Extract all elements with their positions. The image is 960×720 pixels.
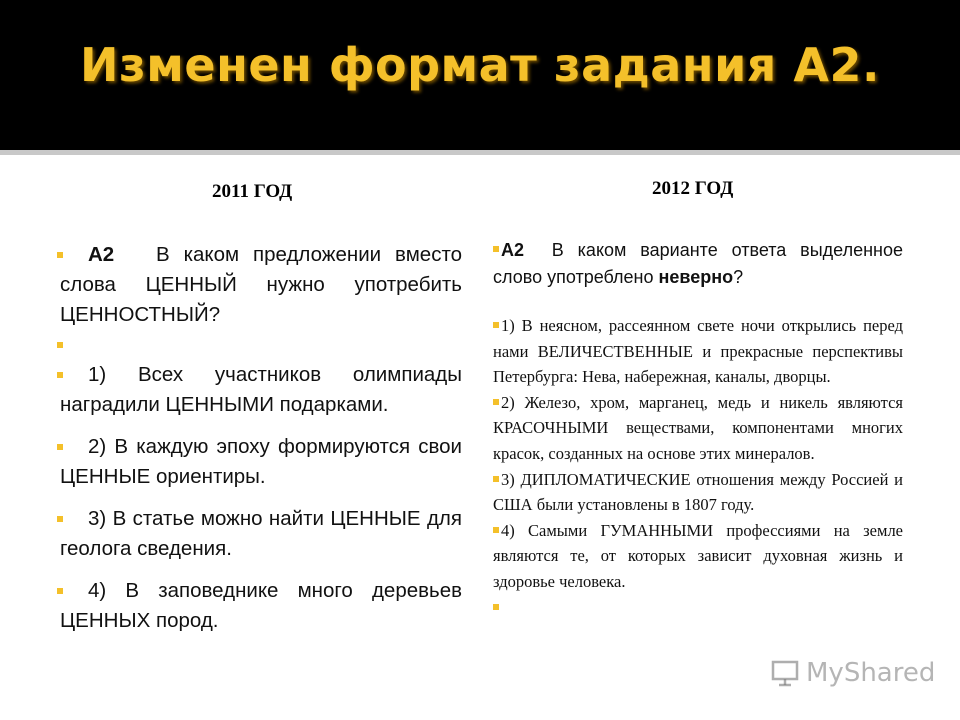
option-text: 4) В заповеднике много деревьев ЦЕННЫХ пород. (60, 579, 462, 632)
empty-bullet-row (60, 330, 462, 360)
option-text: 2) Железо, хром, марганец, медь и никель являются КРАСОЧНЫМИ веществами, компонентами многих красок, созданных на основе этих минералов. (493, 392, 903, 463)
watermark (770, 658, 935, 688)
option-2011-3 (60, 504, 462, 564)
bullet-icon (57, 444, 63, 450)
option-text: 1) Всех участников олимпиады наградили ЦЕННЫМИ подарками. (60, 363, 462, 416)
bullet-icon (493, 399, 499, 405)
option-text: 4) Самыми ГУМАННЫМИ профессиями на земле являются те, от которых зависит духовная жизнь и здоровье человека. (493, 520, 903, 591)
bullet-icon (57, 372, 63, 378)
option-2011-2 (60, 432, 462, 492)
option-2012-4 (493, 518, 903, 595)
bullet-icon (493, 604, 499, 610)
title-bar (0, 0, 960, 150)
bullet-icon (57, 252, 63, 258)
bullet-icon (57, 588, 63, 594)
question-code: А2 (88, 243, 115, 266)
option-text: 1) В неясном, рассеянном свете ночи открылись перед нами ВЕЛИЧЕСТВЕННЫЕ и прекрасные перспективы Петербурга: Нева, набережная, каналы, дворцы. (493, 316, 903, 387)
question-2012 (493, 237, 903, 291)
option-2011-1 (60, 360, 462, 420)
question-emphasis: неверно (658, 267, 734, 287)
presentation-icon (770, 658, 800, 688)
bullet-icon (493, 476, 499, 482)
option-text: 2) В каждую эпоху формируются свои ЦЕННЫЕ ориентиры. (60, 435, 462, 488)
title-divider (0, 150, 960, 155)
option-text: 3) ДИПЛОМАТИЧЕСКИЕ отношения между Россией и США были установлены в 1807 году. (493, 469, 903, 515)
question-text: В каком варианте ответа выделенное слово употреблено (493, 240, 903, 287)
bullet-icon (57, 516, 63, 522)
bullet-icon (493, 527, 499, 533)
column-2011 (60, 240, 462, 636)
empty-bullet-row (493, 595, 903, 617)
option-2012-1 (493, 313, 903, 390)
heading-2011: 2011 ГОД (212, 181, 293, 202)
option-2011-4 (60, 576, 462, 636)
question-end: ? (733, 267, 744, 287)
option-2012-3 (493, 467, 903, 518)
watermark-text: MyShared (806, 658, 936, 688)
option-text: 3) В статье можно найти ЦЕННЫЕ для геолога сведения. (60, 507, 462, 560)
slide-title: Изменен формат задания А2. (80, 38, 880, 92)
heading-2012: 2012 ГОД (652, 178, 734, 199)
bullet-icon (493, 322, 499, 328)
option-2012-2 (493, 390, 903, 467)
bullet-icon (57, 342, 63, 348)
question-2011 (60, 240, 462, 330)
bullet-icon (493, 246, 499, 252)
column-2012 (493, 237, 903, 617)
question-code: А2 (501, 240, 525, 260)
question-text: В каком предложении вместо слова ЦЕННЫЙ нужно употребить ЦЕННОСТНЫЙ? (60, 243, 463, 326)
